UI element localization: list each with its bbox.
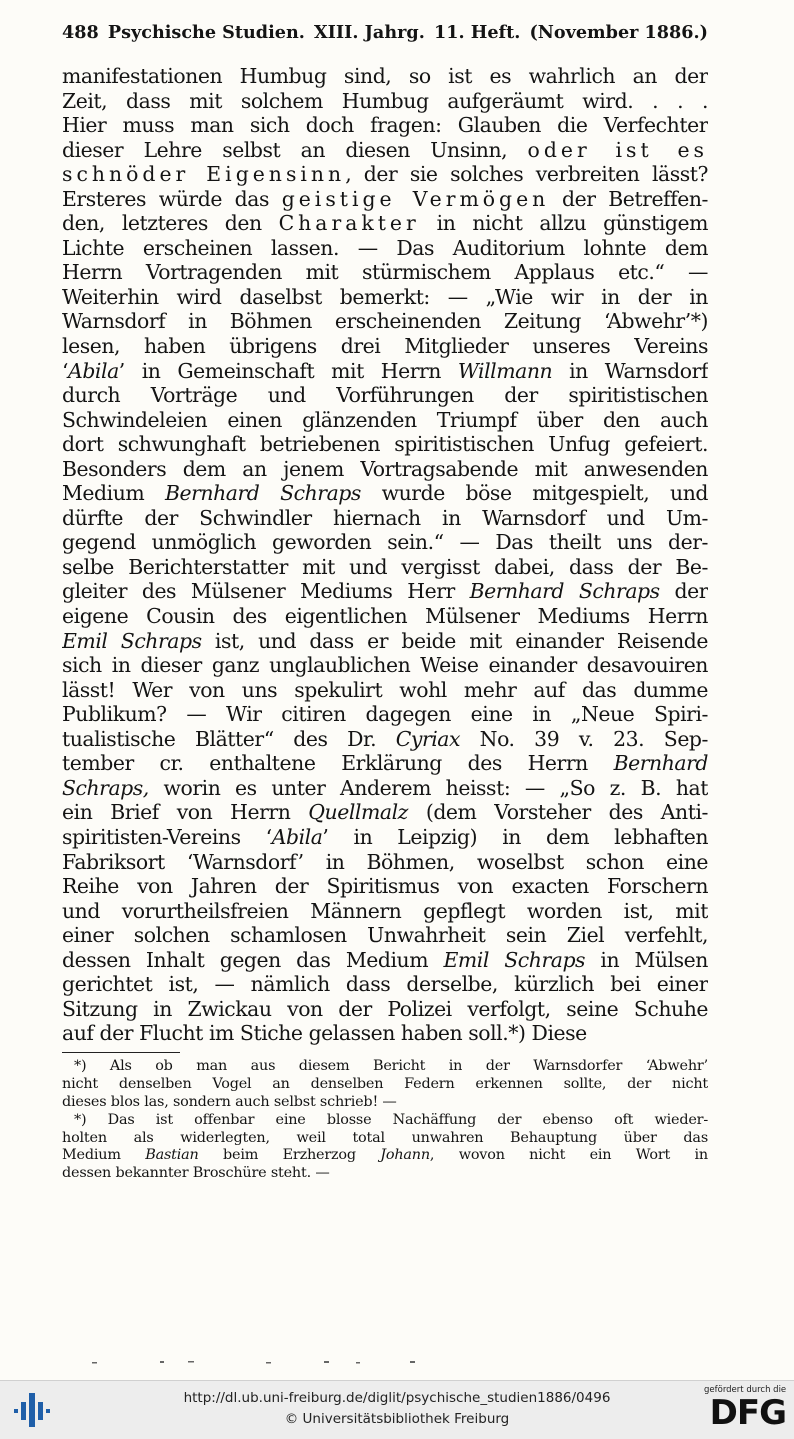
text-line — [62, 653, 708, 678]
text-run: auf der Flucht im Stiche gelassen haben soll.*) Diese — [62, 1021, 587, 1046]
volume-label: XIII. Jahrg. — [314, 22, 425, 43]
italic-name: Cyriax — [395, 726, 461, 751]
italic-name: Abila — [68, 358, 119, 383]
text-line — [62, 138, 708, 163]
journal-title: Psychische Studien. — [107, 22, 305, 43]
text-line — [62, 555, 708, 580]
text-line — [62, 874, 708, 899]
text-run: ’ in Gemeinschaft mit Herrn — [118, 358, 458, 383]
text-run: Schwindeleien einen glänzenden Triumpf über den auch — [62, 407, 708, 432]
text-line — [62, 309, 708, 334]
italic-name: Abila — [271, 824, 323, 849]
text-line — [62, 899, 708, 924]
text-line — [62, 359, 708, 384]
text-run: Medium — [62, 481, 165, 506]
text-line — [62, 285, 708, 310]
text-run: gerichtet ist, — nämlich dass derselbe, kürzlich bei einer — [62, 972, 708, 997]
page-number: 488 — [62, 22, 99, 43]
text-run: gleiter des Mülsener Mediums Herr — [62, 579, 470, 604]
text-line — [62, 1130, 708, 1148]
text-run: der Betreffen- — [549, 186, 708, 211]
text-run: Medium — [62, 1147, 146, 1164]
text-run: den, letzteres den — [62, 211, 279, 236]
text-run: durch Vorträge und Vorführungen der spiritistischen — [62, 383, 708, 408]
text-run: in Mülsen — [585, 947, 708, 972]
text-run: dessen bekannter Broschüre steht. — — [62, 1165, 330, 1182]
italic-name: Willmann — [457, 358, 553, 383]
text-run: holten als widerlegten, weil total unwahren Behauptung über das — [62, 1129, 708, 1146]
text-run: in nicht allzu günstigem — [419, 211, 708, 236]
text-line — [62, 1147, 708, 1165]
text-line — [62, 1076, 708, 1094]
text-line — [62, 727, 708, 752]
viewer-footer — [0, 1380, 794, 1439]
text-line — [62, 211, 708, 236]
text-line — [62, 678, 708, 703]
text-line — [62, 1094, 708, 1112]
dfg-logo[interactable] — [704, 1385, 786, 1435]
text-run: worin es unter Anderem heisst: — „So z. B. hat — [148, 775, 708, 800]
text-run: ’ in Leipzig) in dem lebhaften — [322, 824, 708, 849]
text-line — [62, 408, 708, 433]
text-run: manifestationen Humbug sind, so ist es wahrlich an der — [62, 64, 708, 88]
text-line — [62, 972, 708, 997]
text-line — [62, 751, 708, 776]
text-line — [62, 948, 708, 973]
footnotes — [62, 1058, 708, 1183]
text-line — [62, 629, 708, 654]
issue-date: (November 1886.) — [529, 22, 708, 43]
text-line — [62, 997, 708, 1022]
text-run: Besonders dem an jenem Vortragsabende mit anwesenden — [62, 456, 708, 481]
text-line — [62, 702, 708, 727]
text-run: tualistische Blätter“ des Dr. — [62, 726, 396, 751]
text-line — [62, 260, 708, 285]
text-run: gegend unmöglich geworden sein.“ — Das theilt uns der- — [62, 530, 708, 555]
permalink-url[interactable]: http://dl.ub.uni-freiburg.de/diglit/psychische_studien1886/0496 — [183, 1390, 611, 1406]
text-line — [62, 432, 708, 457]
text-run: dürfte der Schwindler hiernach in Warnsdorf und Um- — [62, 505, 708, 530]
text-run: dort schwunghaft betriebenen spiritistischen Unfug gefeiert. — [62, 432, 708, 457]
italic-name: Bernhard Schraps — [469, 579, 660, 604]
text-line — [62, 923, 708, 948]
text-run: spiritisten-Vereins ‘ — [62, 824, 272, 849]
text-run: Fabriksort ‘Warnsdorf’ in Böhmen, woselbst schon eine — [62, 849, 708, 874]
body-text — [62, 64, 708, 1046]
italic-name: Emil Schraps — [443, 947, 586, 972]
text-run: Publikum? — Wir citiren dagegen eine in „Neue Spiri- — [62, 702, 708, 727]
italic-name: Quellmalz — [308, 800, 408, 825]
italic-name: Bastian — [145, 1147, 199, 1164]
text-run: (dem Vorsteher des Anti- — [407, 800, 708, 825]
text-run: beim Erzherzog — [198, 1147, 381, 1164]
italic-name: Johann — [380, 1147, 430, 1164]
text-line — [62, 530, 708, 555]
text-line — [62, 1165, 708, 1183]
text-line — [62, 1112, 708, 1130]
text-line — [62, 579, 708, 604]
text-run: Ersteres würde das — [62, 186, 282, 211]
text-line — [62, 776, 708, 801]
italic-name: Bernhard — [613, 751, 708, 776]
spaced-emphasis: schnöder Eigensinn — [62, 162, 346, 187]
text-line — [62, 334, 708, 359]
text-line — [62, 187, 708, 212]
italic-name: Schraps, — [62, 775, 149, 800]
text-run: Sitzung in Zwickau von der Polizei verfolgt, seine Schuhe — [62, 996, 708, 1021]
text-run: sich in dieser ganz unglaublichen Weise einander desavouiren — [62, 653, 708, 678]
text-line — [62, 383, 708, 408]
text-run: *) Als ob man aus diesem Bericht in der Warnsdorfer ‘Abwehr’ — [74, 1058, 708, 1074]
text-run: , wovon nicht ein Wort in — [429, 1147, 708, 1164]
text-line — [62, 850, 708, 875]
italic-name: Bernhard Schraps — [164, 481, 361, 506]
spaced-emphasis: oder ist es — [527, 137, 708, 162]
text-run: der — [659, 579, 708, 604]
text-run: Lichte erscheinen lassen. — Das Auditorium lohnte dem — [62, 235, 708, 260]
text-run: Herrn Vortragenden mit stürmischem Applaus etc.“ — — [62, 260, 708, 285]
text-run: No. 39 v. 23. Sep- — [460, 726, 708, 751]
dfg-wordmark: DFG — [709, 1393, 786, 1433]
text-run: dieser Lehre selbst an diesen Unsinn, — [62, 137, 528, 162]
text-line — [62, 113, 708, 138]
text-line — [62, 800, 708, 825]
text-run: und vorurtheilsfreien Männern gepflegt worden ist, mit — [62, 898, 708, 923]
text-line — [62, 162, 708, 187]
running-head — [62, 22, 708, 50]
issue-label: 11. Heft. — [433, 22, 521, 43]
text-run: eigene Cousin des eigentlichen Mülsener Mediums Herrn — [62, 604, 708, 629]
text-line — [62, 825, 708, 850]
scan-specks — [0, 1358, 794, 1368]
text-run: in Warnsdorf — [552, 358, 708, 383]
text-run: nicht denselben Vogel an denselben Federn erkennen sollte, der nicht — [62, 1075, 708, 1092]
text-run: Zeit, dass mit solchem Humbug aufgeräumt wird. . . . — [62, 88, 708, 113]
text-run: selbe Berichterstatter mit und vergisst dabei, dass der Be- — [62, 554, 708, 579]
text-run: ‘ — [62, 358, 69, 383]
text-run: , der sie solches verbreiten lässt? — [345, 162, 708, 187]
text-run: ein Brief von Herrn — [62, 800, 309, 825]
copyright-notice: © Universitätsbibliothek Freiburg — [284, 1411, 510, 1427]
text-run: Hier muss man sich doch fragen: Glauben die Verfechter — [62, 113, 708, 138]
text-run: lässt! Wer von uns spekulirt wohl mehr auf das dumme — [62, 677, 708, 702]
text-run: dessen Inhalt gegen das Medium — [62, 947, 444, 972]
text-line — [62, 457, 708, 482]
text-run: Reihe von Jahren der Spiritismus von exacten Forschern — [62, 874, 708, 899]
text-line — [62, 506, 708, 531]
text-run: Weiterhin wird daselbst bemerkt: — „Wie wir in der in — [62, 284, 708, 309]
text-run: *) Das ist offenbar eine blosse Nachäffung der ebenso oft wieder- — [74, 1111, 708, 1128]
text-line — [62, 481, 708, 506]
dfg-caption: gefördert durch die — [704, 1385, 787, 1395]
text-run: wurde böse mitgespielt, und — [360, 481, 708, 506]
text-line — [62, 604, 708, 629]
spaced-emphasis: Charakter — [278, 211, 420, 236]
text-line — [62, 1021, 708, 1046]
text-line — [62, 64, 708, 89]
text-run: lesen, haben übrigens drei Mitglieder unseres Vereins — [62, 334, 708, 359]
text-run: Warnsdorf in Böhmen erscheinenden Zeitung ‘Abwehr’*) — [62, 309, 708, 334]
text-line — [62, 89, 708, 114]
spaced-emphasis: geistige Vermögen — [281, 186, 550, 211]
text-run: tember cr. enthaltene Erklärung des Herrn — [62, 751, 614, 776]
text-run: einer solchen schamlosen Unwahrheit sein Ziel verfehlt, — [62, 923, 708, 948]
text-run: dieses blos las, sondern auch selbst schrieb! — — [62, 1093, 397, 1110]
text-run: ist, und dass er beide mit einander Reisende — [201, 628, 708, 653]
text-line — [62, 1058, 708, 1076]
text-line — [62, 236, 708, 261]
italic-name: Emil Schraps — [62, 628, 202, 653]
footnote-rule — [62, 1052, 180, 1053]
